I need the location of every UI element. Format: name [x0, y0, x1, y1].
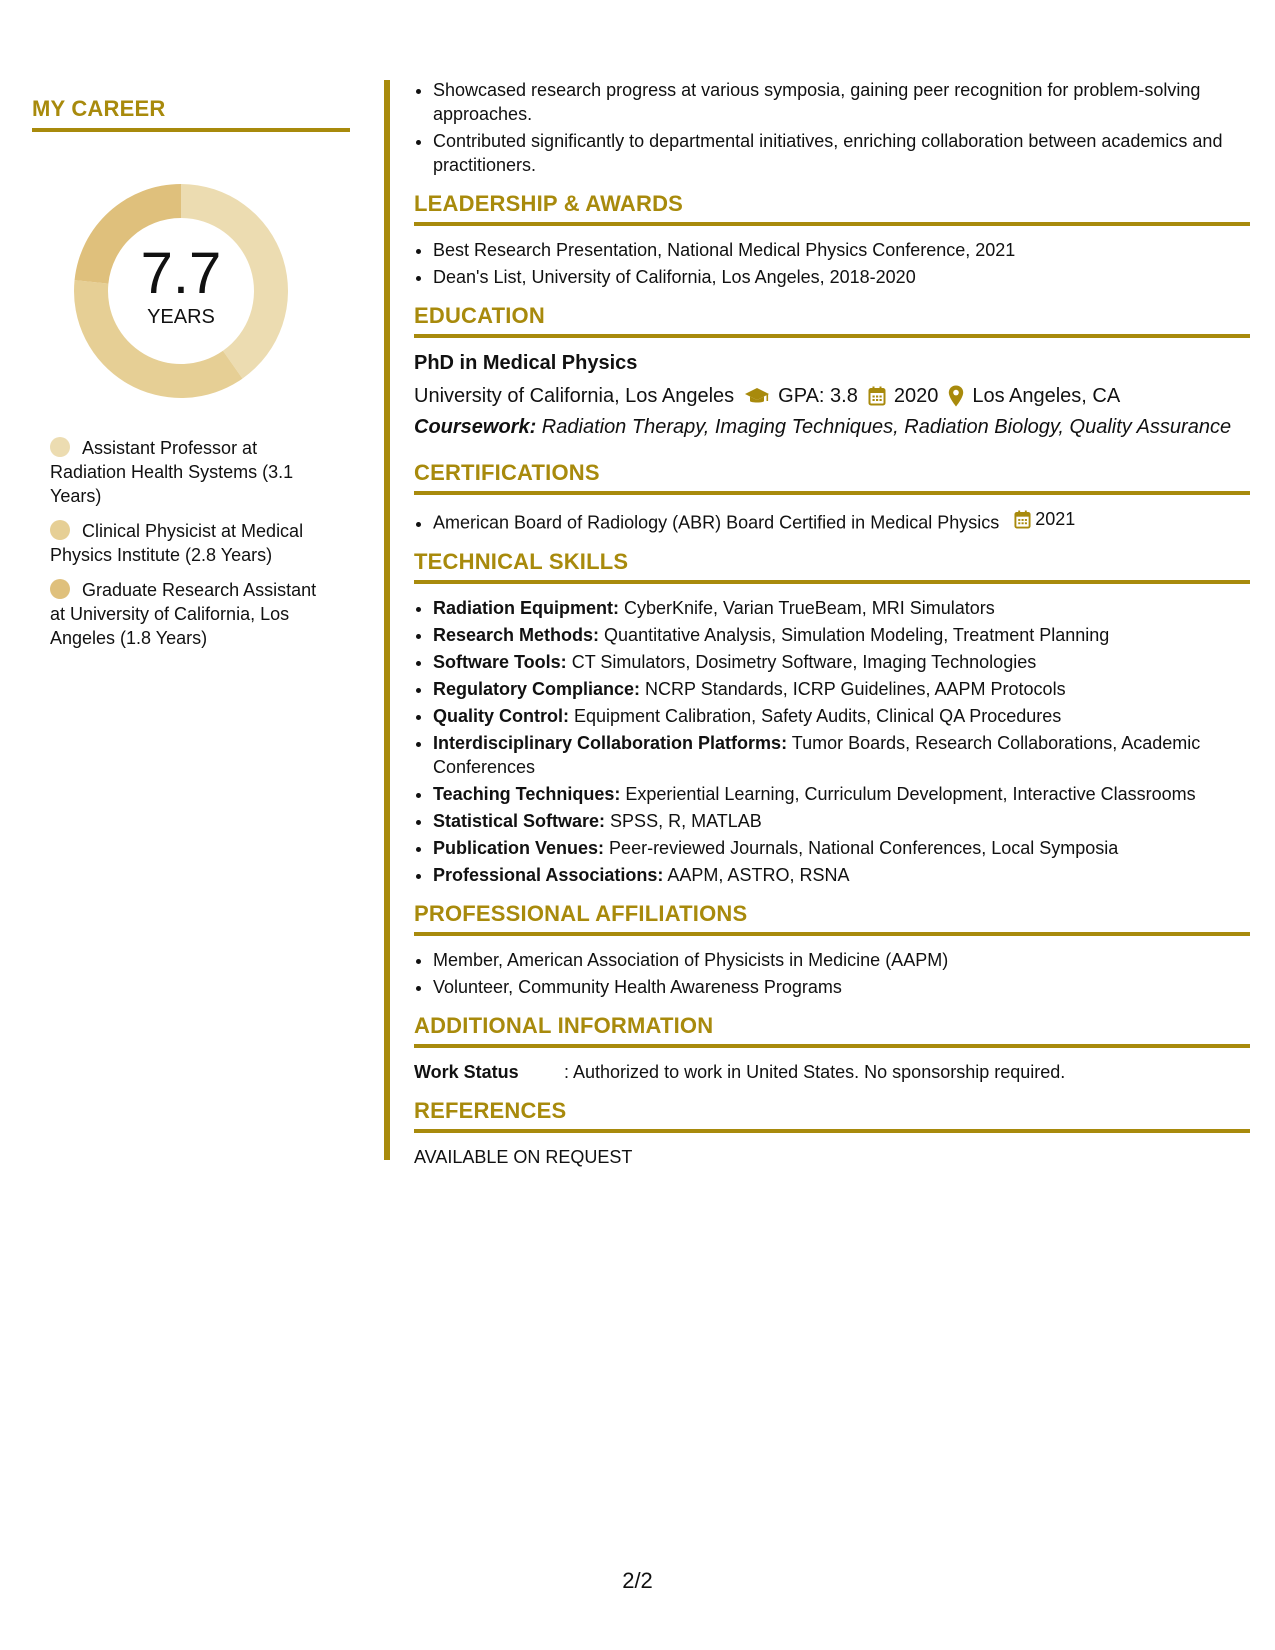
- skill-item: [433, 863, 1250, 887]
- skill-item: [433, 836, 1250, 860]
- skill-value: Quantitative Analysis, Simulation Modeling, Treatment Planning: [599, 624, 1110, 645]
- skill-label: Statistical Software:: [433, 810, 606, 831]
- award-item: • Best Research Presentation, National Medical Physics Conference, 2021: [433, 238, 1250, 262]
- skills-list: [414, 596, 1250, 887]
- affiliations-list: [414, 948, 1250, 999]
- skill-value: SPSS, R, MATLAB: [605, 810, 762, 831]
- work-status-label: Work Status: [414, 1061, 519, 1082]
- skill-label: Radiation Equipment:: [433, 597, 619, 618]
- skill-value: Peer-reviewed Journals, National Conferences, Local Symposia: [604, 837, 1119, 858]
- skill-label: Professional Associations:: [433, 864, 664, 885]
- skill-label: Quality Control:: [433, 705, 569, 726]
- donut-center: [66, 176, 296, 406]
- education-section-title: EDUCATION: [414, 303, 1250, 338]
- skill-value: CyberKnife, Varian TrueBeam, MRI Simulators: [619, 597, 995, 618]
- skill-item: [433, 809, 1250, 833]
- skill-item: [433, 677, 1250, 701]
- experience-bullet: • Contributed significantly to departmental initiatives, enriching collaboration between academics and practitioners.: [433, 129, 1250, 177]
- skill-item: [433, 596, 1250, 620]
- additional-info-section-title: ADDITIONAL INFORMATION: [414, 1013, 1250, 1048]
- skill-label: Regulatory Compliance:: [433, 678, 641, 699]
- certification-item: [433, 507, 1250, 535]
- leadership-section-title: LEADERSHIP & AWARDS: [414, 191, 1250, 226]
- career-legend-item: [50, 519, 320, 567]
- skill-value: Tumor Boards, Research Collaborations, Academic Conferences: [433, 732, 1201, 777]
- career-legend-item: [50, 436, 320, 508]
- right-column: [414, 78, 1250, 1169]
- career-donut-chart: [66, 176, 296, 406]
- skill-label: Research Methods:: [433, 624, 600, 645]
- skill-item: [433, 650, 1250, 674]
- experience-bullets: [414, 78, 1250, 177]
- skill-label: Teaching Techniques:: [433, 783, 621, 804]
- education-details: [414, 382, 1250, 410]
- skill-item: [433, 731, 1250, 779]
- skills-section-title: TECHNICAL SKILLS: [414, 549, 1250, 584]
- graduation-cap-icon: [744, 386, 770, 406]
- education-year: 2020: [893, 385, 939, 407]
- legend-dot: [50, 437, 70, 457]
- award-item: • Dean's List, University of California, Los Angeles, 2018-2020: [433, 265, 1250, 289]
- total-years-label: YEARS: [147, 306, 215, 328]
- skill-value: Experiential Learning, Curriculum Development, Interactive Classrooms: [620, 783, 1196, 804]
- skill-value: CT Simulators, Dosimetry Software, Imaging Technologies: [566, 651, 1037, 672]
- education-school: University of California, Los Angeles: [414, 385, 735, 407]
- column-divider: [384, 80, 390, 1160]
- education-degree: PhD in Medical Physics: [414, 352, 638, 374]
- experience-bullet: • Showcased research progress at various symposia, gaining peer recognition for problem-solving approaches.: [433, 78, 1250, 126]
- career-section-title: MY CAREER: [32, 96, 350, 132]
- references-section-title: REFERENCES: [414, 1098, 1250, 1133]
- certification-year: 2021: [1035, 509, 1076, 529]
- calendar-icon: [868, 386, 886, 406]
- location-pin-icon: [948, 385, 964, 407]
- total-years-value: 7.7: [140, 241, 222, 306]
- calendar-icon: [1014, 510, 1031, 529]
- skill-item: [433, 782, 1250, 806]
- references-text: AVAILABLE ON REQUEST: [414, 1146, 633, 1167]
- affiliations-section-title: PROFESSIONAL AFFILIATIONS: [414, 901, 1250, 936]
- work-status-row: [414, 1060, 1250, 1084]
- career-legend-item: [50, 578, 320, 650]
- left-column: [32, 96, 352, 661]
- skill-label: Interdisciplinary Collaboration Platforms:: [433, 732, 788, 753]
- certifications-section-title: CERTIFICATIONS: [414, 460, 1250, 495]
- certifications-list: [414, 507, 1250, 535]
- work-status-value: : Authorized to work in United States. No sponsorship required.: [564, 1061, 1066, 1082]
- certification-date: [1014, 507, 1075, 531]
- leadership-list: [414, 238, 1250, 289]
- legend-label: Clinical Physicist at Medical Physics Institute (2.8 Years): [50, 521, 304, 565]
- affiliation-item: • Volunteer, Community Health Awareness Programs: [433, 975, 1250, 999]
- education-coursework: [414, 412, 1250, 442]
- skill-value: AAPM, ASTRO, RSNA: [663, 864, 850, 885]
- skill-value: Equipment Calibration, Safety Audits, Clinical QA Procedures: [569, 705, 1062, 726]
- education-location: Los Angeles, CA: [972, 385, 1121, 407]
- career-legend: [50, 436, 320, 650]
- skill-item: [433, 623, 1250, 647]
- page-number: 2/2: [622, 1568, 653, 1593]
- legend-dot: [50, 520, 70, 540]
- legend-label: Assistant Professor at Radiation Health Systems (3.1 Years): [50, 438, 294, 506]
- education-gpa: GPA: 3.8: [778, 385, 858, 407]
- skill-label: Software Tools:: [433, 651, 567, 672]
- skill-label: Publication Venues:: [433, 837, 605, 858]
- coursework-label: Coursework:: [414, 416, 537, 438]
- affiliation-item: • Member, American Association of Physicists in Medicine (AAPM): [433, 948, 1250, 972]
- skill-item: [433, 704, 1250, 728]
- skill-value: NCRP Standards, ICRP Guidelines, AAPM Protocols: [640, 678, 1066, 699]
- legend-label: Graduate Research Assistant at University of California, Los Angeles (1.8 Years): [50, 580, 317, 648]
- certification-name: American Board of Radiology (ABR) Board Certified in Medical Physics: [433, 512, 1000, 533]
- legend-dot: [50, 579, 70, 599]
- coursework-value: Radiation Therapy, Imaging Techniques, Radiation Biology, Quality Assurance: [536, 416, 1232, 438]
